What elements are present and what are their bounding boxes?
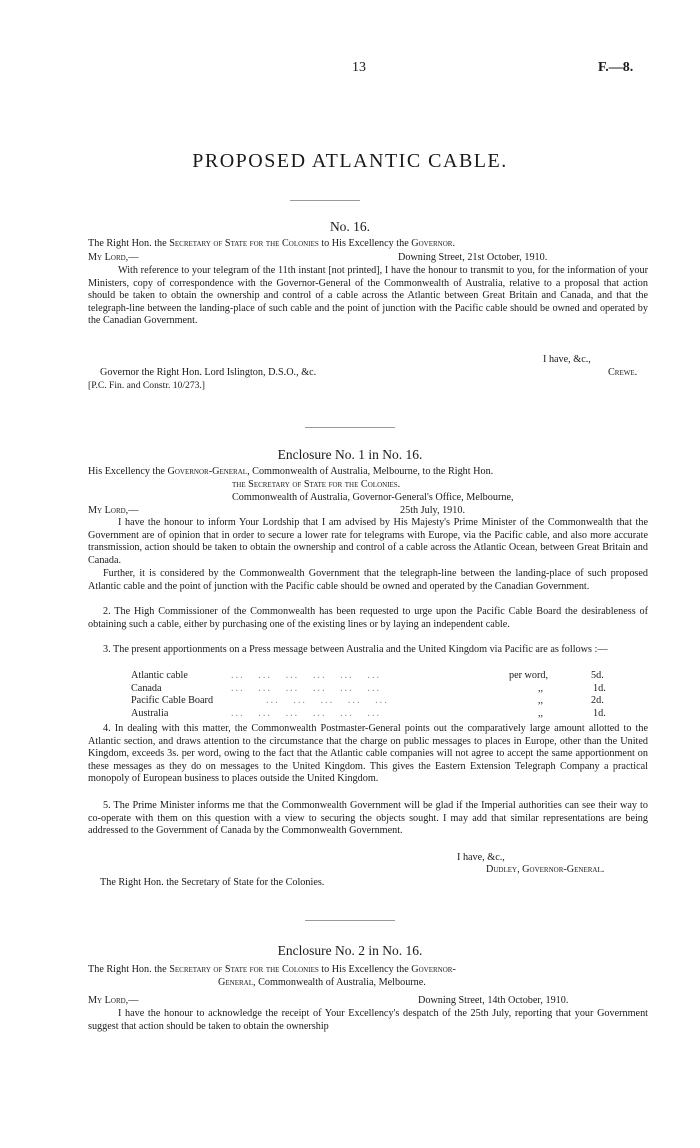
enclosure-1-paragraph-1: I have the honour to inform Your Lordship that I am advised by His Majesty's Prime Minister of the Commonwealth that the Government are of opinion that in order to secure a lower rate for telegrams with Europe, via the Pacific cable, and also more accurate transmission, action should be taken to obtain the ownership and control of a cable across the Atlantic Ocean, between Great Britain and Canada. bbox=[88, 517, 648, 566]
table-row bbox=[131, 670, 661, 683]
from-recipient: Governor- bbox=[411, 964, 456, 975]
letter-addressee: Governor the Right Hon. Lord Islington, D.S.O., &c. bbox=[100, 367, 317, 378]
page-title: PROPOSED ATLANTIC CABLE. bbox=[192, 150, 508, 172]
letter-from-line bbox=[88, 238, 455, 251]
document-reference: F.—8. bbox=[598, 60, 634, 75]
rate-unit: ,, bbox=[538, 682, 544, 694]
enclosure-1-paragraph-2: Further, it is considered by the Commonwealth Government that the telegraph-line between the landing-place of such proposed Atlantic cable and the point of junction with the Pacific cable should be owned and operated by the Canadian Government. bbox=[88, 568, 648, 592]
rate-value: 1d. bbox=[593, 707, 606, 719]
enclosure-1-office: Commonwealth of Australia, Governor-General's Office, Melbourne, bbox=[232, 492, 514, 503]
enclosure-1-paragraph-3: 2. The High Commissioner of the Commonwealth has been requested to urge upon the Pacific Cable Board the desirableness of obtaining such a cable, either by purchasing one of the existing lines or by laying an independent cable. bbox=[88, 606, 648, 630]
rate-label: Australia bbox=[131, 707, 169, 719]
enclosure-1-salutation: My Lord,— bbox=[88, 505, 139, 516]
leader-dots: ... ... ... ... ... ... bbox=[231, 670, 382, 681]
rate-unit: ,, bbox=[538, 707, 544, 719]
enclosure-1-from-line bbox=[88, 466, 493, 479]
page-number: 13 bbox=[352, 60, 366, 75]
enclosure-1-paragraph-5: 4. In dealing with this matter, the Commonwealth Postmaster-General points out the comparatively large amount allotted to the Atlantic section, and draws attention to the circumstance that the charge on public messages to places in Europe, other than the United Kingdom, exceeds 3s. per word, owing to the fact that the Atlantic cable companies will not agree to accept the same apportionment on these messages as they do on messages to the United Kingdom. This gives the Eastern Extension Telegraph Company a practical monopoly of European business to places outside the United Kingdom. bbox=[88, 723, 648, 785]
enclosure-2-heading: Enclosure No. 2 in No. 16. bbox=[277, 943, 423, 958]
table-row bbox=[131, 708, 661, 721]
from-sender: Governor-General bbox=[167, 466, 248, 477]
enclosure-2-salutation: My Lord,— bbox=[88, 995, 139, 1006]
file-reference: [P.C. Fin. and Constr. 10/273.] bbox=[88, 380, 206, 391]
title-divider bbox=[290, 200, 360, 201]
to-title: General, bbox=[218, 977, 256, 988]
from-rest: , Commonwealth of Australia, Melbourne, to the Right Hon. bbox=[247, 466, 494, 477]
from-recipient: Governor. bbox=[411, 238, 456, 249]
letter-heading: No. 16. bbox=[329, 219, 371, 234]
from-pre: His Excellency the bbox=[88, 466, 168, 477]
to-place: Commonwealth of Australia, Melbourne. bbox=[255, 977, 426, 988]
table-row bbox=[131, 683, 661, 696]
section-divider bbox=[305, 427, 395, 428]
table-row bbox=[131, 695, 661, 708]
enclosure-2-body: I have the honour to acknowledge the receipt of Your Excellency's despatch of the 25th July, reporting that your Government suggest that action should be taken to obtain the ownership bbox=[88, 1008, 648, 1032]
rate-unit: ,, bbox=[538, 695, 544, 707]
enclosure-1-closing: I have, &c., bbox=[457, 852, 505, 863]
letter-closing: I have, &c., bbox=[543, 354, 591, 365]
enclosure-1-signature: Dudley, Governor-General. bbox=[486, 864, 605, 875]
from-mid: to His Excellency the bbox=[318, 964, 412, 975]
rate-label: Pacific Cable Board bbox=[131, 695, 214, 707]
rates-table bbox=[131, 670, 661, 720]
rate-label: Atlantic cable bbox=[131, 670, 188, 681]
enclosure-1-to-line: the Secretary of State for the Colonies. bbox=[232, 479, 401, 490]
enclosure-2-from-line bbox=[88, 964, 456, 977]
letter-place-date: Downing Street, 21st October, 1910. bbox=[398, 252, 548, 263]
section-divider bbox=[305, 920, 395, 921]
rate-value: 5d. bbox=[591, 670, 604, 681]
enclosure-2-place-date: Downing Street, 14th October, 1910. bbox=[418, 995, 569, 1006]
from-pre: The Right Hon. the bbox=[88, 238, 170, 249]
letter-salutation: My Lord,— bbox=[88, 252, 139, 263]
enclosure-1-addressee: The Right Hon. the Secretary of State for the Colonies. bbox=[100, 877, 325, 888]
from-sender: Secretary of State for the Colonies bbox=[169, 238, 319, 249]
rate-unit: per word, bbox=[509, 670, 549, 681]
enclosure-1-date: 25th July, 1910. bbox=[400, 505, 465, 516]
enclosure-1-heading: Enclosure No. 1 in No. 16. bbox=[277, 447, 423, 462]
from-sender: Secretary of State for the Colonies bbox=[169, 964, 319, 975]
leader-dots: ... ... ... ... ... ... bbox=[231, 682, 382, 694]
from-mid: to His Excellency the bbox=[318, 238, 412, 249]
rate-value: 1d. bbox=[593, 682, 606, 694]
rate-label: Canada bbox=[131, 682, 162, 694]
enclosure-1-paragraph-6: 5. The Prime Minister informs me that the Commonwealth Government will be glad if the Imperial authorities can see their way to co-operate with them on this question with a view to securing the objects sought. I may add that similar representations are being addressed to the Government of Canada by the Commonwealth Government. bbox=[88, 800, 648, 837]
letter-body: With reference to your telegram of the 11th instant [not printed], I have the honour to transmit to you, for the information of your Ministers, copy of correspondence with the Governor-General of the Commonwealth of Australia, relative to a proposal that action should be taken to obtain the ownership and control of a cable across the Atlantic between Great Britain and Canada, and that the telegraph-line between the landing-place of such cable and the point of junction with the Pacific cable should be owned and operated by the Canadian Government. bbox=[88, 265, 648, 327]
enclosure-1-paragraph-4: 3. The present apportionments on a Press message between Australia and the United Kingdom via Pacific are as follows :— bbox=[103, 644, 608, 655]
leader-dots: ... ... ... ... ... bbox=[266, 695, 389, 707]
rate-value: 2d. bbox=[591, 695, 604, 707]
enclosure-2-to-line bbox=[218, 977, 426, 990]
from-pre: The Right Hon. the bbox=[88, 964, 170, 975]
letter-signature: Crewe. bbox=[608, 367, 638, 378]
leader-dots: ... ... ... ... ... ... bbox=[231, 707, 382, 719]
